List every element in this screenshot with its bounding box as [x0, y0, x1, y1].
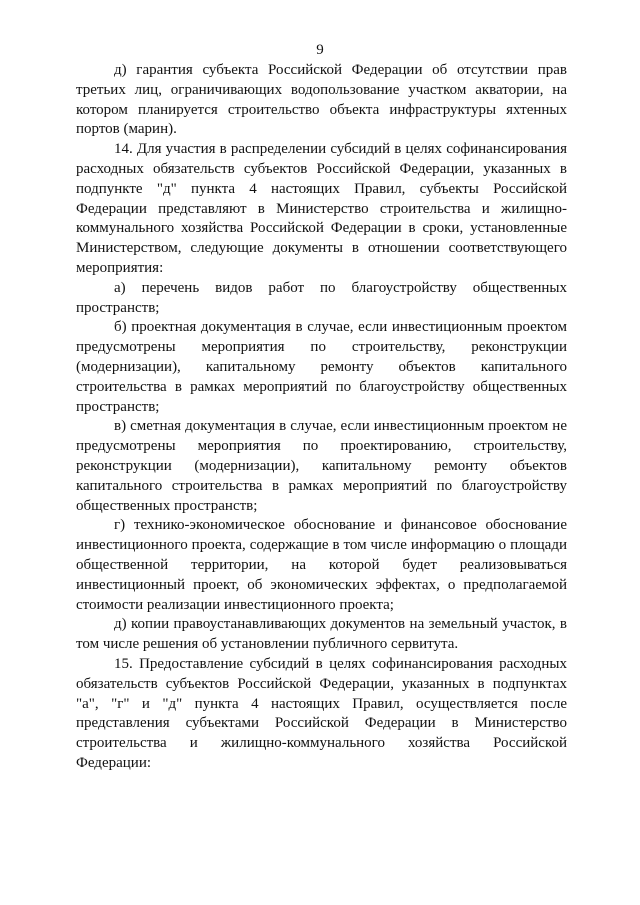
paragraph-item-d-guarantee: д) гарантия субъекта Российской Федерации об отсутствии прав третьих лиц, ограничивающих водопользование участком акватории, на котором планируется строительство объекта инфраструктуры яхтенных портов (марин).	[76, 62, 567, 138]
document-body	[76, 61, 567, 774]
page-number: 9	[316, 42, 324, 58]
paragraph-item-d-copies: д) копии правоустанавливающих документов на земельный участок, в том числе решения об установлении публичного сервитута.	[76, 616, 567, 653]
paragraph-item-b: б) проектная документация в случае, если инвестиционным проектом предусмотрены мероприятия по строительству, реконструкции (модернизации), капитальному ремонту объектов капитального строительства в рамках мероприятий по благоустройству общественных пространств;	[76, 319, 567, 415]
paragraph-item-v: в) сметная документация в случае, если инвестиционным проектом не предусмотрены мероприятия по проектированию, строительству, реконструкции (модернизации), капитальному ремонту объектов капитального строительства в рамках мероприятий по благоустройству общественных пространств;	[76, 418, 567, 514]
paragraph-item-g: г) технико-экономическое обоснование и финансовое обоснование инвестиционного проекта, содержащие в том числе информацию о площади общественной территории, на которой будет реализовываться инвестиционный проект, об экономических эффектах, о предполагаемой стоимости реализации инвестиционного проекта;	[76, 517, 567, 613]
paragraph-item-a: а) перечень видов работ по благоустройству общественных пространств;	[76, 279, 567, 316]
paragraph-14: 14. Для участия в распределении субсидий в целях софинансирования расходных обязательств субъектов Российской Федерации, указанных в подпункте "д" пункта 4 настоящих Правил, субъекты Российской Федерации представляют в Министерство строительства и жилищно-коммунального хозяйства Российской Федерации в сроки, установленные Министерством, следующие документы в отношении соответствующего мероприятия:	[76, 141, 567, 276]
paragraph-15: 15. Предоставление субсидий в целях софинансирования расходных обязательств субъектов Российской Федерации, указанных в подпунктах "а", "г" и "д" пункта 4 настоящих Правил, осуществляется после представления субъектами Российской Федерации в Министерство строительства и жилищно-коммунального хозяйства Российской Федерации:	[76, 655, 567, 771]
